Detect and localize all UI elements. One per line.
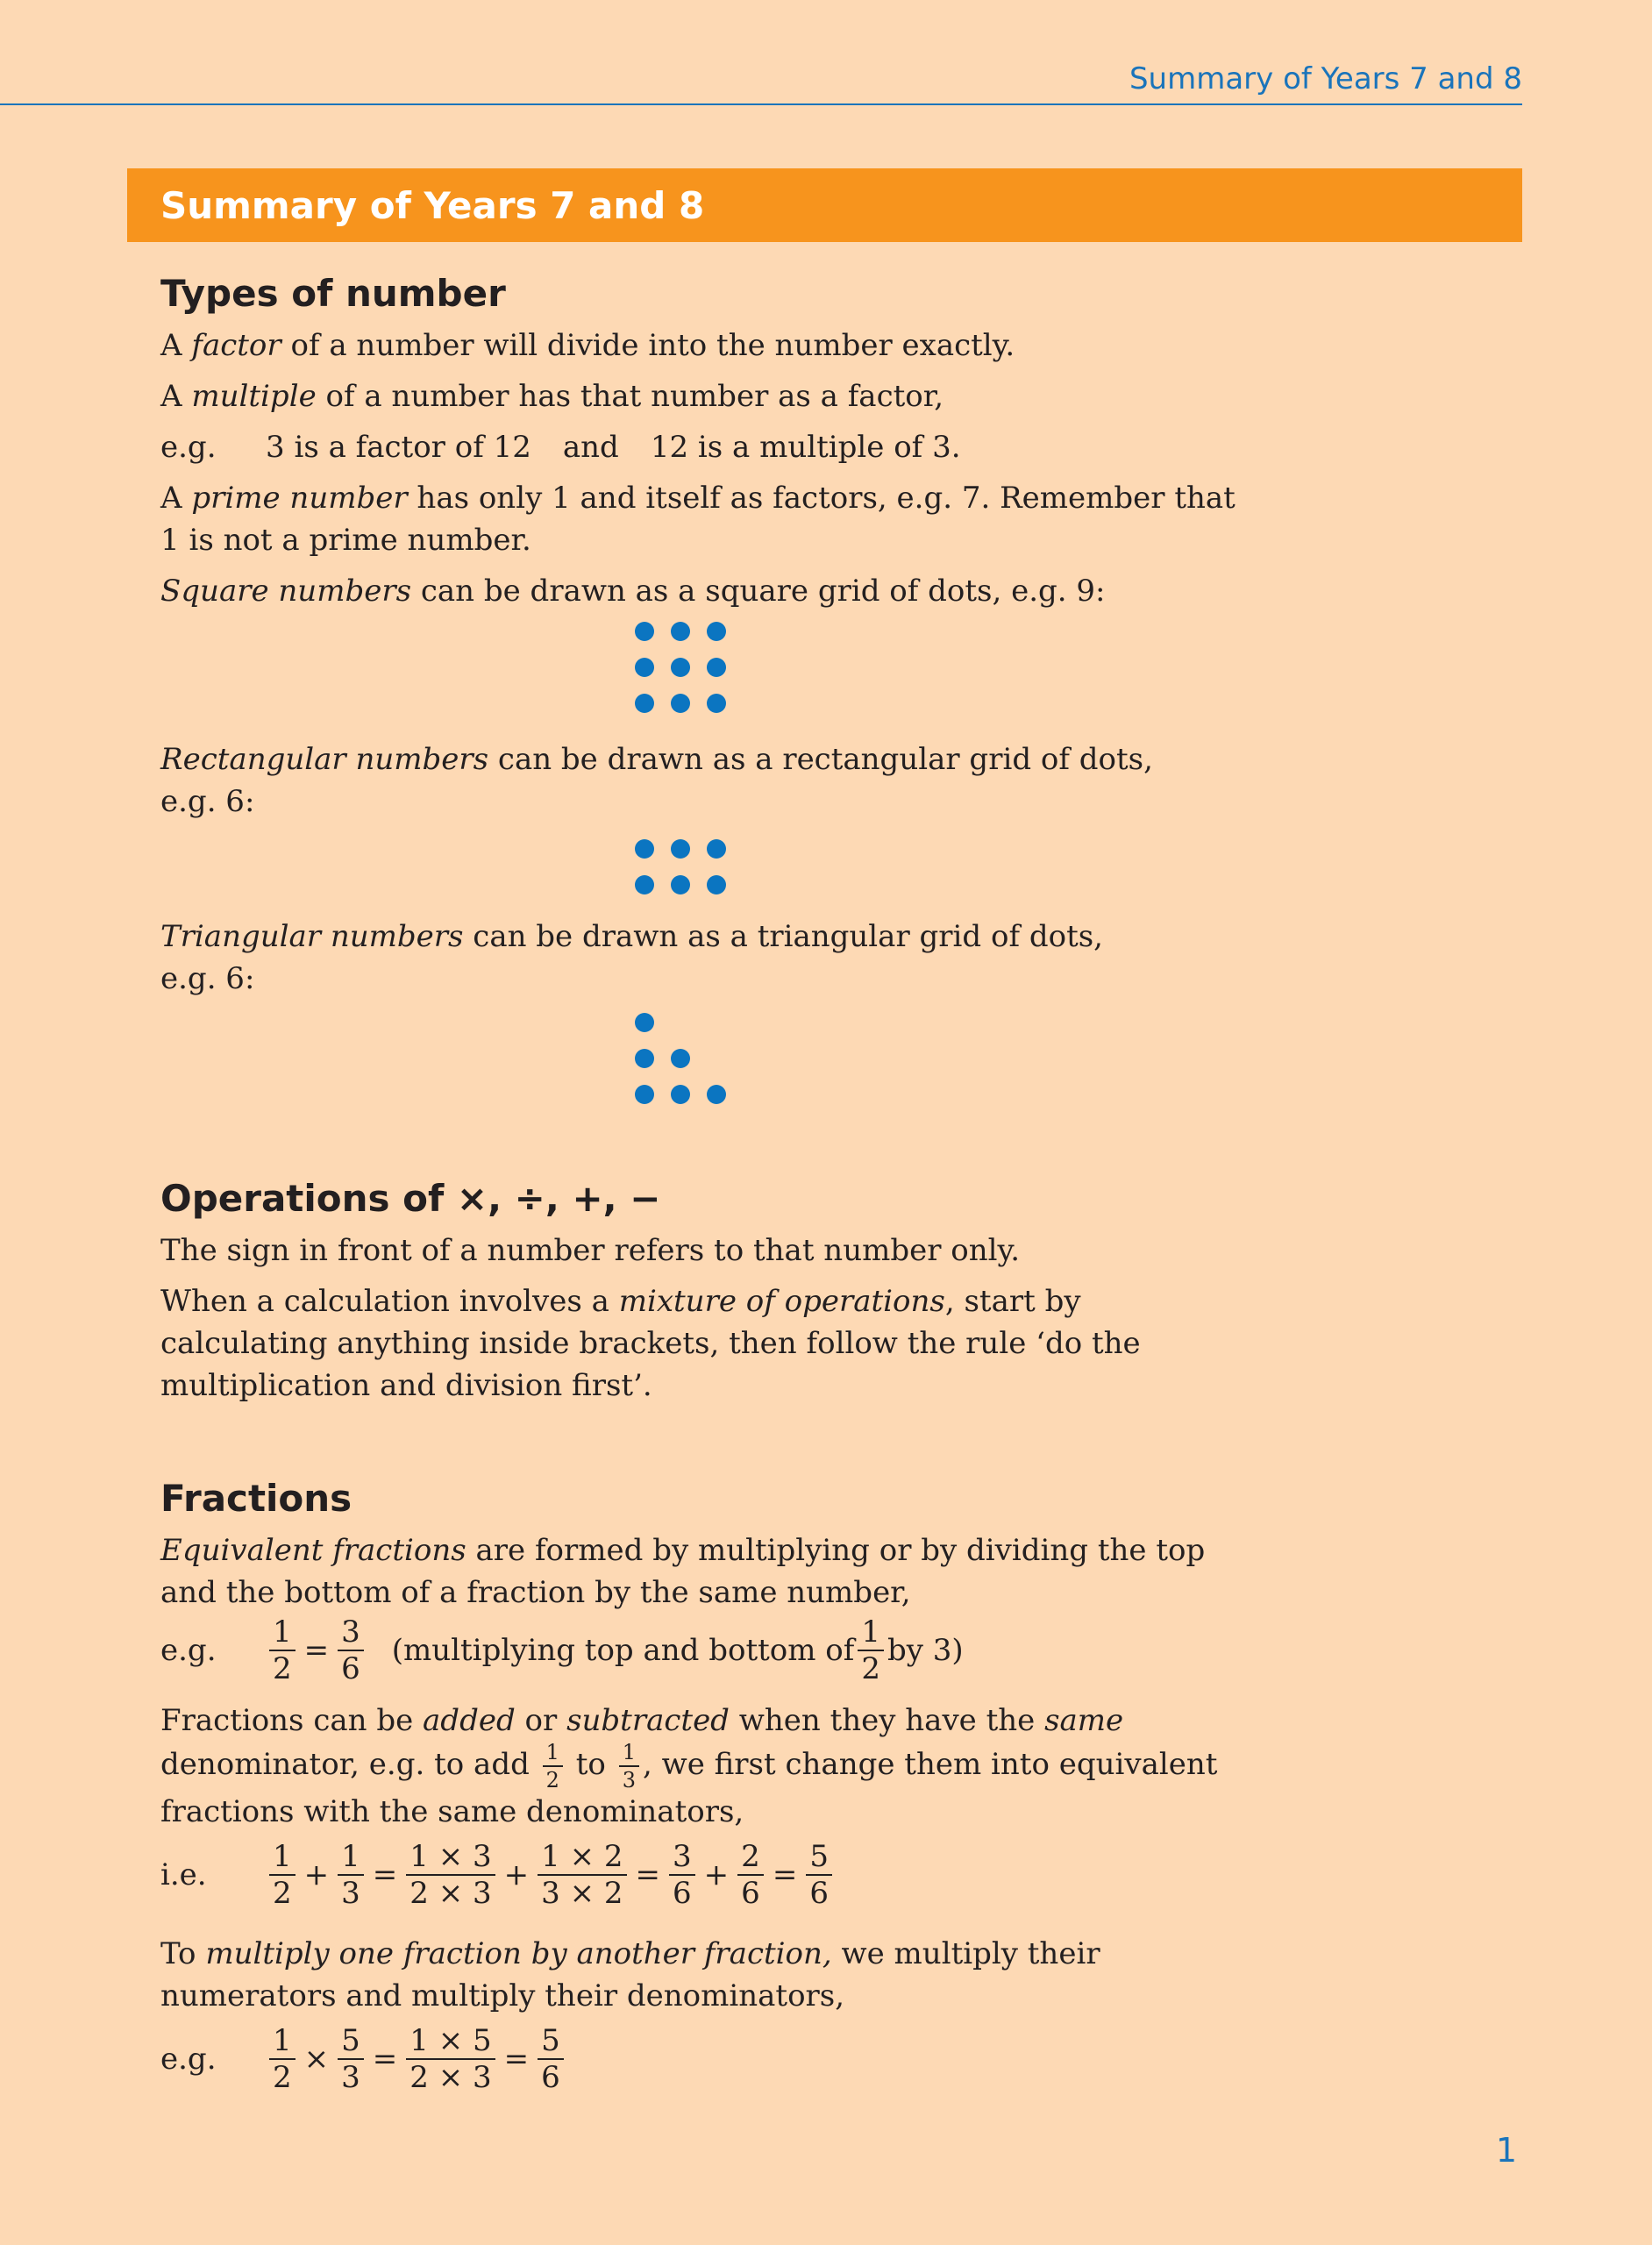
main-content (160, 263, 1388, 2101)
multiple-definition: A multiple of a number has that number as a factor, (160, 379, 944, 414)
types-of-number-section (160, 263, 1388, 1107)
rectangular-dot-grid (632, 837, 729, 898)
equivalent-fraction-example: e.g. $\frac{1}{2}$ = $\frac{3}{6}$ (multiplying top and bottom of $\frac{1}{2}$ by 3) (160, 1614, 964, 1686)
equivalent-fractions-definition: Equivalent fractions are formed by multiplying or by dividing the top and the bottom of a fraction by the same number, (160, 1533, 1206, 1610)
fractions-section (160, 1468, 1388, 2101)
fractions-heading: Fractions (160, 1477, 352, 1520)
triangular-definition: Triangular numbers can be drawn as a triangular grid of dots, e.g. 6: (160, 919, 1103, 996)
running-head: Summary of Years 7 and 8 (1129, 61, 1522, 96)
square-definition: Square numbers can be drawn as a square grid of dots, e.g. 9: (160, 574, 1106, 609)
adding-fractions-working: i.e. $\frac{1}{2}$ + $\frac{1}{3}$ = $\frac{1 \times 3}{2 \times 3}$ + $\frac{1 \times 2}{3 \times 2}$ = $\frac{3}{6}$ + $\frac{2}{6}$ = $\frac{5}{6}$ (160, 1833, 1388, 1917)
multiplying-fractions-example: e.g. $\frac{1}{2}$ × $\frac{5}{3}$ = $\frac{1 \times 5}{2 \times 3}$ = $\frac{5}{6}$ (160, 2017, 1388, 2101)
header-rule (0, 103, 1522, 105)
operations-order-rule: When a calculation involves a mixture of operations, start by calculating anything inside brackets, then follow the rule ‘do the multiplication and division first’. (160, 1284, 1141, 1403)
page-number: 1 (1495, 2131, 1517, 2170)
factor-definition: A factor of a number will divide into the number exactly. (160, 328, 1015, 363)
section-banner (127, 168, 1522, 242)
factor-example: e.g. 3 is a factor of 12 and 12 is a multiple of 3. (160, 430, 961, 465)
adding-fractions-rule: Fractions can be added or subtracted when they have the same denominator, e.g. to add $\frac{1}{2}$ to $\frac{1}{3}$ , we first change them into equivalent fractions with the same denominators, (160, 1703, 1218, 1829)
triangular-dot-grid (632, 1010, 729, 1107)
prime-definition: A prime number has only 1 and itself as factors, e.g. 7. Remember that 1 is not a prime number. (160, 481, 1235, 558)
square-dot-grid (632, 619, 729, 716)
multiplying-fractions-rule: To multiply one fraction by another fraction, we multiply their numerators and multiply their denominators, (160, 1936, 1100, 2013)
operations-sign-rule: The sign in front of a number refers to that number only. (160, 1233, 1021, 1268)
banner-title: Summary of Years 7 and 8 (160, 183, 705, 227)
rectangular-definition: Rectangular numbers can be drawn as a rectangular grid of dots, e.g. 6: (160, 742, 1153, 819)
operations-heading: Operations of ×, ÷, +, − (160, 1177, 661, 1220)
types-heading: Types of number (160, 272, 506, 315)
operations-section (160, 1168, 1388, 1407)
